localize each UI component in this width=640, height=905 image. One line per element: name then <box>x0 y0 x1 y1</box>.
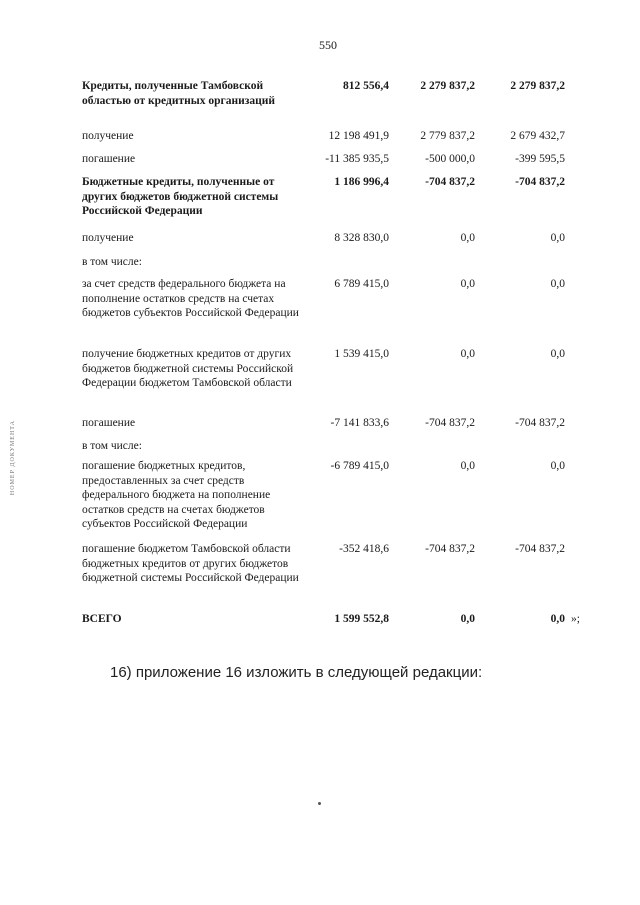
value-col-2: 0,0 <box>460 613 475 625</box>
row-label: погашение бюджетом Тамбовской области бюджетных кредитов от других бюджетов бюджетной системы Российской Федерации <box>82 543 299 584</box>
value-col-1: 812 556,4 <box>343 80 389 92</box>
value-col-2: 0,0 <box>460 460 475 472</box>
value-col-2: -500 000,0 <box>425 153 475 165</box>
value-col-3: -704 837,2 <box>515 543 565 555</box>
value-col-1: 1 186 996,4 <box>334 176 389 188</box>
value-col-2: -704 837,2 <box>425 417 475 429</box>
closing-quote: »; <box>571 613 580 625</box>
value-col-2: 2 779 837,2 <box>420 130 475 142</box>
page-number: 550 <box>319 38 337 52</box>
margin-annotation: НОМЕР ДОКУМЕНТА <box>10 420 16 496</box>
value-col-3: -704 837,2 <box>515 417 565 429</box>
value-col-2: 0,0 <box>460 278 475 290</box>
value-col-1: 1 599 552,8 <box>334 613 389 625</box>
value-col-3: -704 837,2 <box>515 176 565 188</box>
row-label: погашение бюджетных кредитов, предоставленных за счет средств федерального бюджета на пополнение остатков средств на счетах бюджетов субъектов Российской Федерации <box>82 460 271 530</box>
value-col-3: 0,0 <box>550 278 565 290</box>
row-label: Кредиты, полученные Тамбовской областью от кредитных организаций <box>82 80 275 107</box>
value-col-1: -6 789 415,0 <box>330 460 389 472</box>
value-col-1: 6 789 415,0 <box>334 278 389 290</box>
value-col-1: -352 418,6 <box>339 543 389 555</box>
scan-speck <box>318 802 321 805</box>
value-col-2: 0,0 <box>460 348 475 360</box>
row-label: получение бюджетных кредитов от других бюджетов бюджетной системы Российской Федерации бюджетом Тамбовской области <box>82 348 294 389</box>
value-col-1: 1 539 415,0 <box>334 348 389 360</box>
row-label: ВСЕГО <box>82 613 122 625</box>
value-col-1: 8 328 830,0 <box>334 232 389 244</box>
value-col-2: -704 837,2 <box>425 543 475 555</box>
row-label: в том числе: <box>82 440 142 452</box>
value-col-3: -399 595,5 <box>515 153 565 165</box>
value-col-3: 0,0 <box>550 232 565 244</box>
row-label: в том числе: <box>82 256 142 268</box>
value-col-1: 12 198 491,9 <box>328 130 389 142</box>
value-col-3: 2 679 432,7 <box>510 130 565 142</box>
amendment-instruction: 16) приложение 16 изложить в следующей редакции: <box>110 664 483 681</box>
value-col-2: 2 279 837,2 <box>420 80 475 92</box>
value-col-1: -11 385 935,5 <box>325 153 389 165</box>
value-col-3: 0,0 <box>550 460 565 472</box>
value-col-2: 0,0 <box>460 232 475 244</box>
row-label: получение <box>82 130 134 142</box>
value-col-3: 0,0 <box>550 613 565 625</box>
value-col-3: 2 279 837,2 <box>510 80 565 92</box>
value-col-3: 0,0 <box>550 348 565 360</box>
row-label: Бюджетные кредиты, полученные от других бюджетов бюджетной системы Российской Федерации <box>82 176 279 217</box>
value-col-2: -704 837,2 <box>425 176 475 188</box>
row-label: получение <box>82 232 134 244</box>
row-label: за счет средств федерального бюджета на пополнение остатков средств на счетах бюджетов субъектов Российской Федерации <box>82 278 299 319</box>
value-col-1: -7 141 833,6 <box>330 417 389 429</box>
row-label: погашение <box>82 153 136 165</box>
row-label: погашение <box>82 417 136 429</box>
